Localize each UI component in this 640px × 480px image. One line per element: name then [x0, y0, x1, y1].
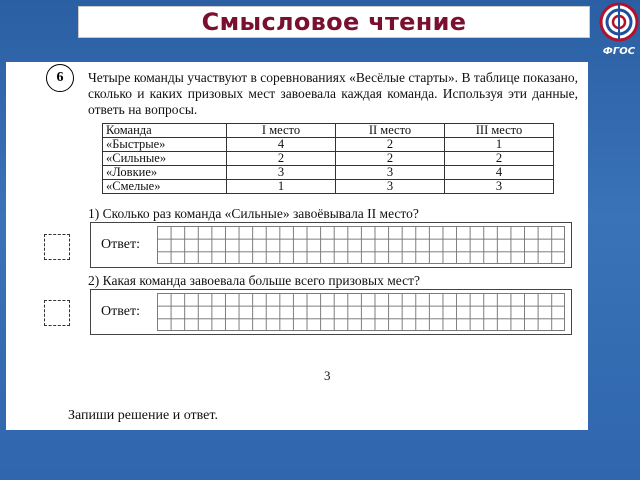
table-cell: 3 [227, 166, 336, 180]
score-box-2[interactable] [44, 300, 70, 326]
table-row [103, 152, 554, 166]
table-header: Команда [103, 124, 227, 138]
table-row [103, 180, 554, 194]
table-row [103, 138, 554, 152]
table-cell: 3 [445, 180, 554, 194]
table-cell: «Быстрые» [103, 138, 227, 152]
answer-box-2[interactable] [90, 289, 572, 335]
table-cell: 2 [336, 152, 445, 166]
table-cell: 1 [445, 138, 554, 152]
page-number: 3 [324, 368, 331, 383]
answer-grid-1[interactable] [157, 226, 565, 264]
table-header-row [103, 124, 554, 138]
table-cell: «Сильные» [103, 152, 227, 166]
table-cell: 2 [445, 152, 554, 166]
answer-label: Ответ: [101, 237, 140, 252]
question-1: 1) Сколько раз команда «Сильные» завоёвывала II место? [88, 206, 419, 221]
results-table [102, 123, 554, 194]
table-cell: 3 [336, 180, 445, 194]
fgos-logo [597, 0, 640, 58]
title-bar [78, 6, 590, 38]
answer-label: Ответ: [101, 304, 140, 319]
table-cell: 2 [227, 152, 336, 166]
question-2: 2) Какая команда завоевала больше всего призовых мест? [88, 273, 420, 288]
table-header: I место [227, 124, 336, 138]
logo-text: ФГОС [602, 46, 636, 57]
table-cell: 4 [445, 166, 554, 180]
score-box-1[interactable] [44, 234, 70, 260]
table-row [103, 166, 554, 180]
table-header: II место [336, 124, 445, 138]
table-cell: 2 [336, 138, 445, 152]
task-text: Четыре команды участвуют в соревнованиях «Весёлые старты». В таблице показано, сколько и каких призовых мест завоевала каждая команда. Используя эти данные, ответь на вопросы. [88, 70, 578, 117]
answer-box-1[interactable] [90, 222, 572, 268]
table-cell: «Смелые» [103, 180, 227, 194]
footer-instruction: Запиши решение и ответ. [68, 408, 218, 423]
task-number: 6 [46, 64, 74, 92]
table-cell: 3 [336, 166, 445, 180]
task-sheet [6, 62, 588, 430]
table-header: III место [445, 124, 554, 138]
answer-grid-2[interactable] [157, 293, 565, 331]
slide-title: Смысловое чтение [201, 8, 467, 36]
table-cell: 4 [227, 138, 336, 152]
table-cell: «Ловкие» [103, 166, 227, 180]
table-cell: 1 [227, 180, 336, 194]
